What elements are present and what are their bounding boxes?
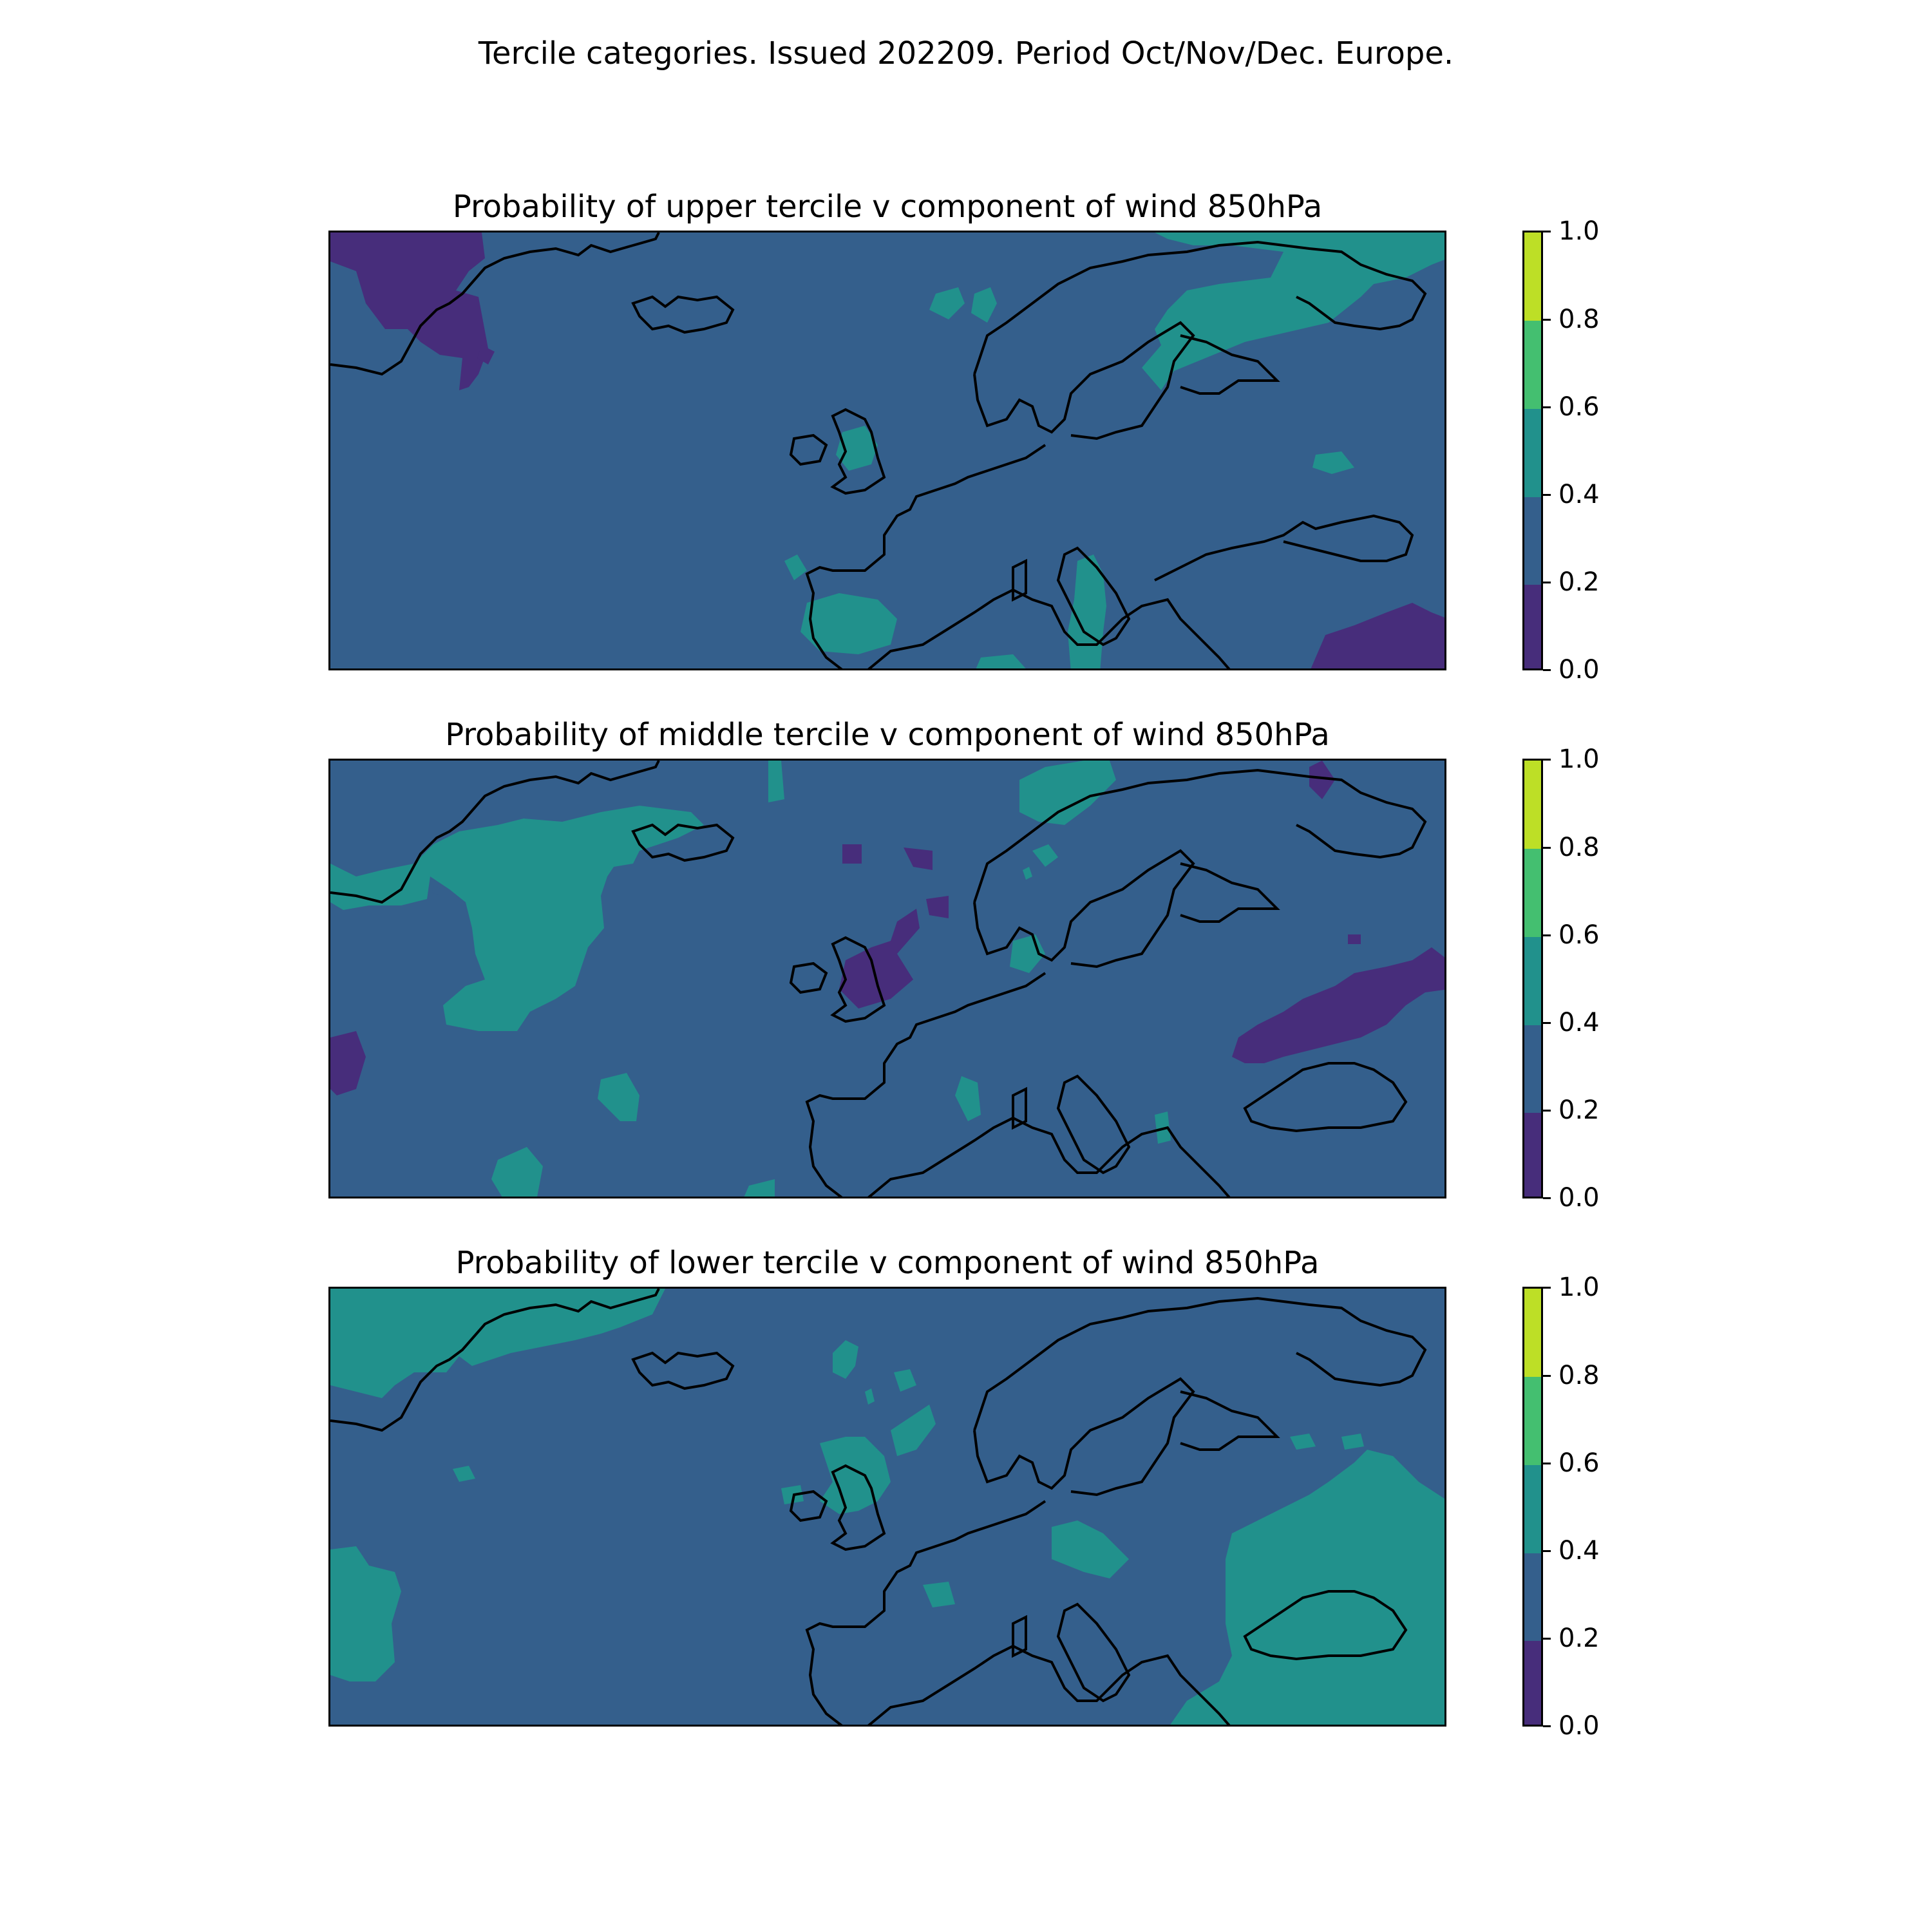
colorbar-tick-label: 0.6 — [1558, 1448, 1600, 1478]
panel-title-middle: Probability of middle tercile v component of wind 850hPa — [445, 717, 1330, 753]
colorbar-level-4 — [1524, 849, 1541, 937]
colorbar-tick — [1543, 1463, 1551, 1464]
colorbar-tick-label: 0.2 — [1558, 1095, 1600, 1125]
colorbar-middle — [1522, 759, 1543, 1198]
colorbar-level-3 — [1524, 409, 1541, 497]
colorbar-level-2 — [1524, 497, 1541, 585]
colorbar-tick-label: 0.4 — [1558, 480, 1600, 509]
colorbar-tick-label: 0.2 — [1558, 567, 1600, 597]
colorbar-tick — [1543, 1725, 1551, 1727]
colorbar-tick — [1543, 847, 1551, 849]
colorbar-upper — [1522, 231, 1543, 670]
region-russia-dot — [1348, 934, 1361, 944]
map-upper-tercile — [328, 231, 1446, 670]
colorbar-level-1 — [1524, 1113, 1541, 1198]
colorbar-level-3 — [1524, 937, 1541, 1025]
colorbar-tick — [1543, 582, 1551, 583]
colorbar-tick-label: 0.4 — [1558, 1536, 1600, 1566]
colorbar-level-1 — [1524, 585, 1541, 670]
colorbar-tick-label: 0.2 — [1558, 1624, 1600, 1653]
colorbar-level-2 — [1524, 1553, 1541, 1641]
colorbar-tick — [1543, 494, 1551, 496]
colorbar-tick-label: 0.8 — [1558, 833, 1600, 862]
colorbar-tick-label: 0.0 — [1558, 1711, 1600, 1741]
colorbar-level-5 — [1524, 232, 1541, 321]
colorbar-tick-label: 0.6 — [1558, 920, 1600, 950]
panel-title-lower: Probability of lower tercile v component of wind 850hPa — [455, 1245, 1320, 1281]
colorbar-level-5 — [1524, 1289, 1541, 1377]
colorbar-tick — [1543, 319, 1551, 321]
colorbar-tick-label: 0.4 — [1558, 1008, 1600, 1037]
panel-title-upper: Probability of upper tercile v component of wind 850hPa — [452, 189, 1323, 225]
colorbar-tick-label: 0.6 — [1558, 392, 1600, 422]
colorbar-tick — [1543, 669, 1551, 671]
colorbar-level-4 — [1524, 1377, 1541, 1465]
region-small-purple-3 — [926, 896, 949, 918]
colorbar-tick — [1543, 1022, 1551, 1024]
colorbar-tick-label: 1.0 — [1558, 1273, 1600, 1302]
colorbar-tick-label: 0.8 — [1558, 305, 1600, 334]
colorbar-tick-label: 0.0 — [1558, 1183, 1600, 1213]
region-small-purple-1 — [842, 844, 862, 864]
colorbar-tick-label: 1.0 — [1558, 744, 1600, 774]
colorbar-tick-label: 0.8 — [1558, 1361, 1600, 1390]
colorbar-tick — [1543, 1197, 1551, 1199]
map-middle-tercile — [328, 759, 1446, 1198]
colorbar-tick — [1543, 1375, 1551, 1377]
colorbar-tick — [1543, 1110, 1551, 1112]
colorbar-tick-label: 1.0 — [1558, 216, 1600, 246]
colorbar-level-1 — [1524, 1641, 1541, 1727]
colorbar-level-4 — [1524, 321, 1541, 409]
map-lower-tercile — [328, 1287, 1446, 1727]
colorbar-tick — [1543, 1287, 1551, 1289]
colorbar-lower — [1522, 1287, 1543, 1727]
colorbar-tick — [1543, 934, 1551, 936]
colorbar-tick — [1543, 406, 1551, 408]
colorbar-tick — [1543, 231, 1551, 232]
colorbar-level-2 — [1524, 1025, 1541, 1113]
figure-title: Tercile categories. Issued 202209. Period Oct/Nov/Dec. Europe. — [478, 35, 1454, 71]
colorbar-tick — [1543, 1550, 1551, 1552]
colorbar-tick — [1543, 1638, 1551, 1640]
colorbar-tick — [1543, 759, 1551, 761]
colorbar-level-5 — [1524, 761, 1541, 849]
colorbar-tick-label: 0.0 — [1558, 655, 1600, 685]
colorbar-level-3 — [1524, 1465, 1541, 1553]
